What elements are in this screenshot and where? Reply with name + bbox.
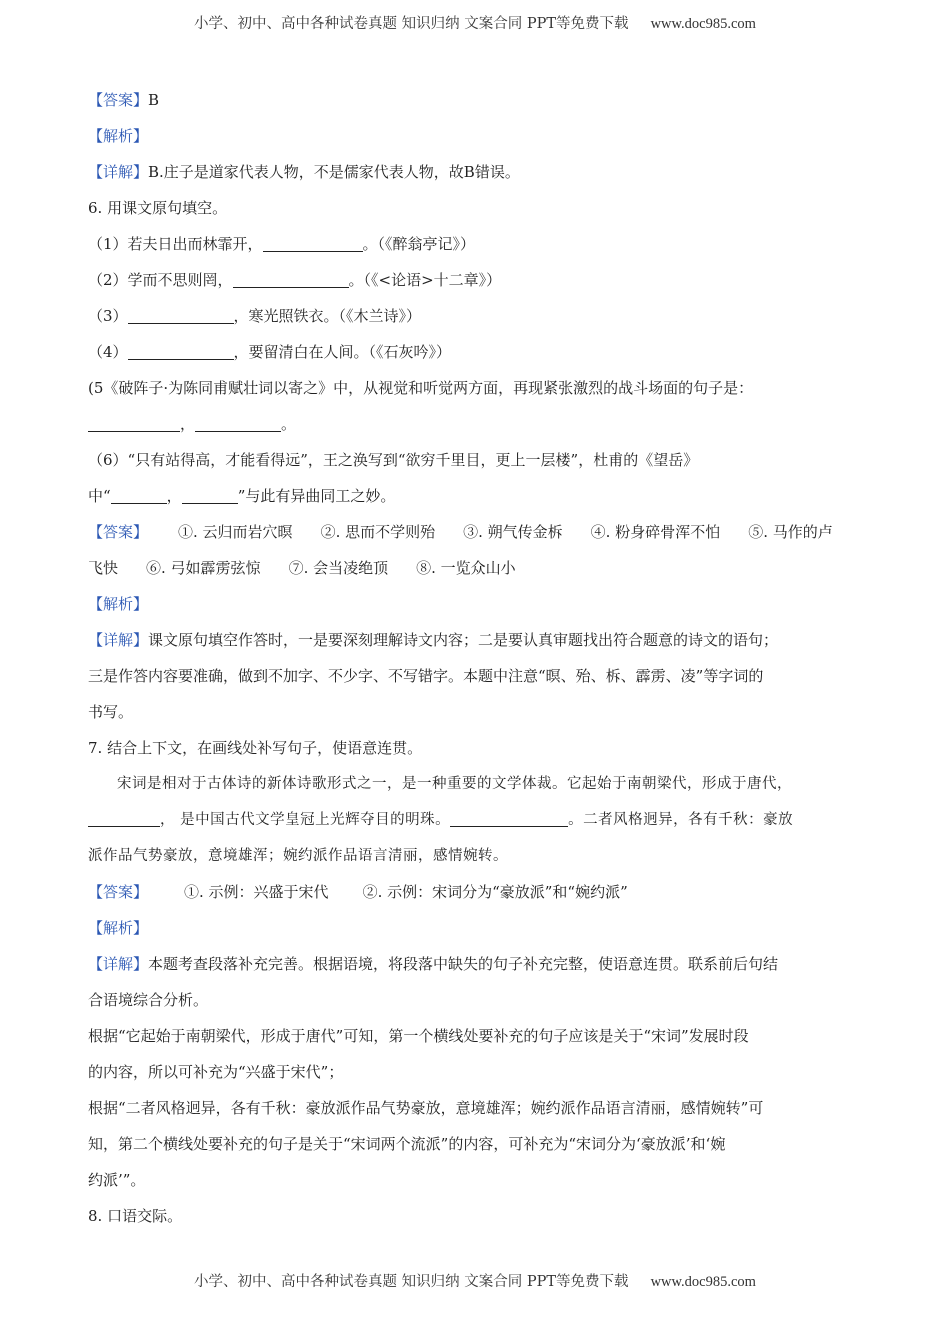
q6-detail-line-2: 三是作答内容要准确，做到不加字、不少字、不写错字。本题中注意“暝、殆、柝、霹雳、凌”等字词的: [88, 667, 764, 685]
detail-tag: 【详解】: [88, 163, 149, 181]
q6-item-3-source: ，寒光照铁衣。（《木兰诗》）: [233, 307, 422, 325]
q5-answer: B: [148, 91, 160, 109]
q6-detail-1: 课文原句填空作答时，一是要深刻理解诗文内容；二是要认真审题找出符合题意的诗文的语句；: [148, 631, 779, 649]
q6-item-6-sep: ，: [166, 487, 182, 505]
q6-item-6-pre: 中“: [88, 487, 111, 505]
q7-detail-line-6: 知，第二个横线处要补充的句子是关于“宋词两个流派”的内容，可补充为“宋词分为‘豪放派’和‘婉: [88, 1135, 726, 1153]
q7-title: 7. 结合上下文，在画线处补写句子，使语意连贯。: [88, 739, 423, 757]
q6-answer-1: ①. 云归而岩穴暝: [178, 523, 293, 541]
q7-passage-line-3: 派作品气势豪放，意境雄浑；婉约派作品语言清丽，感情婉转。: [88, 848, 508, 864]
q7-detail-line-7: 约派’”。: [88, 1171, 146, 1189]
q7-analysis-line: [88, 914, 863, 950]
fill-blank: [128, 307, 234, 324]
q6-item-6: （6）“只有站得高，才能看得远”，王之涣写到“欲穷千里目，更上一层楼”，杜甫的《望岳》: [88, 451, 699, 469]
footer-text: 小学、初中、高中各种试卷真题 知识归纳 文案合同 PPT等免费下载: [194, 1274, 629, 1290]
q7-answer-2: ②. 示例：宋词分为“豪放派”和“婉约派”: [362, 883, 628, 901]
q6-item-1-text: （1）若夫日出而林霏开，: [88, 235, 263, 253]
analysis-tag: 【解析】: [88, 127, 149, 145]
q7-detail-line-1: [88, 950, 863, 986]
page-footer: [0, 1270, 950, 1291]
q6-item-4-source: ，要留清白在人间。（《石灰吟》）: [233, 343, 452, 361]
q6-analysis-line: [88, 590, 863, 626]
q7-passage-line-2: [88, 806, 863, 842]
q6-detail-line-1: [88, 626, 863, 662]
q6-item-2: [88, 266, 863, 302]
q6-answer-8: ⑧. 一览众山小: [416, 559, 516, 577]
fill-blank: [128, 343, 234, 360]
q6-item-5: (5《破阵子·为陈同甫赋壮词以寄之》中，从视觉和听觉两方面，再现紧张激烈的战斗场面的句子是：: [88, 379, 754, 397]
q6-item-2-source: 。（《<论语>十二章》）: [348, 271, 502, 289]
q7-detail-line-3: 根据“它起始于南朝梁代，形成于唐代”可知，第一个横线处要补充的句子应该是关于“宋词”发展时段: [88, 1027, 749, 1045]
fill-blank: [263, 235, 363, 252]
q7-passage-line-1: 宋词是相对于古体诗的新体诗歌形式之一，是一种重要的文学体裁。它起始于南朝梁代，形成于唐代，: [117, 776, 792, 792]
detail-tag: 【详解】: [88, 955, 149, 973]
q6-detail-line-3: 书写。: [88, 703, 134, 721]
q6-item-4: [88, 338, 863, 374]
q6-item-1-source: 。（《醉翁亭记》）: [362, 235, 476, 253]
header-site-link[interactable]: www.doc985.com: [650, 16, 756, 32]
q6-item-3-text: （3）: [88, 307, 128, 325]
q5-detail: B.庄子是道家代表人物，不是儒家代表人物，故B错误。: [148, 163, 520, 181]
q6-item-4-text: （4）: [88, 343, 128, 361]
fill-blank: [88, 810, 160, 827]
q6-title: 6. 用课文原句填空。: [88, 199, 228, 217]
answer-tag: 【答案】: [88, 523, 149, 541]
answer-tag: 【答案】: [88, 883, 149, 901]
q5-answer-line: [88, 86, 863, 122]
q6-answer-5: ⑤. 马作的卢: [748, 523, 833, 541]
q6-answer-line-2: [88, 554, 863, 590]
q7-passage-mid: ， 是中国古代文学皇冠上光辉夺目的明珠。: [160, 812, 451, 828]
fill-blank: [88, 415, 180, 432]
page-header: [0, 12, 950, 33]
q6-answer-7: ⑦. 会当凌绝顶: [288, 559, 389, 577]
q6-answer-5-cont: 飞快: [88, 559, 119, 577]
q6-item-1: [88, 230, 863, 266]
fill-blank: [182, 487, 238, 504]
q7-detail-line-5: 根据“二者风格迥异，各有千秋：豪放派作品气势豪放，意境雄浑；婉约派作品语言清丽，感情婉转”可: [88, 1099, 764, 1117]
q8-title: 8. 口语交际。: [88, 1207, 183, 1225]
q6-answer-2: ②. 思而不学则殆: [320, 523, 436, 541]
q7-passage-end: 。二者风格迥异，各有千秋：豪放: [568, 812, 794, 828]
footer-site-link[interactable]: www.doc985.com: [650, 1274, 756, 1290]
q6-item-3: [88, 302, 863, 338]
detail-tag: 【详解】: [88, 631, 149, 649]
q6-answer-line: [88, 518, 863, 554]
fill-blank: [111, 487, 167, 504]
q6-answer-3: ③. 朔气传金柝: [463, 523, 563, 541]
q7-answer-1: ①. 示例：兴盛于宋代: [184, 883, 329, 901]
q6-item-5-blanks: [88, 410, 863, 446]
q6-item-2-text: （2）学而不思则罔，: [88, 271, 233, 289]
fill-blank: [195, 415, 281, 432]
fill-blank: [233, 271, 349, 288]
q7-answer-line: [88, 878, 863, 914]
header-text: 小学、初中、高中各种试卷真题 知识归纳 文案合同 PPT等免费下载: [194, 16, 629, 32]
q7-detail-line-2: 合语境综合分析。: [88, 991, 209, 1009]
analysis-tag: 【解析】: [88, 919, 149, 937]
q6-answer-4: ④. 粉身碎骨浑不怕: [590, 523, 721, 541]
answer-tag: 【答案】: [88, 91, 149, 109]
fill-blank: [450, 810, 568, 827]
analysis-tag: 【解析】: [88, 595, 149, 613]
document-body: [88, 86, 863, 1238]
q5-detail-line: [88, 158, 863, 194]
q6-item-6-blanks: [88, 482, 863, 518]
q6-answer-6: ⑥. 弓如霹雳弦惊: [146, 559, 261, 577]
q6-item-6-post: ”与此有异曲同工之妙。: [237, 487, 396, 505]
q6-item-5-sep: ，: [180, 415, 196, 433]
q6-item-5-end: 。: [281, 415, 297, 433]
q5-analysis-line: [88, 122, 863, 158]
q7-detail-line-4: 的内容，所以可补充为“兴盛于宋代”；: [88, 1063, 344, 1081]
q7-detail-1: 本题考查段落补充完善。根据语境，将段落中缺失的句子补充完整，使语意连贯。联系前后句结: [148, 955, 779, 973]
